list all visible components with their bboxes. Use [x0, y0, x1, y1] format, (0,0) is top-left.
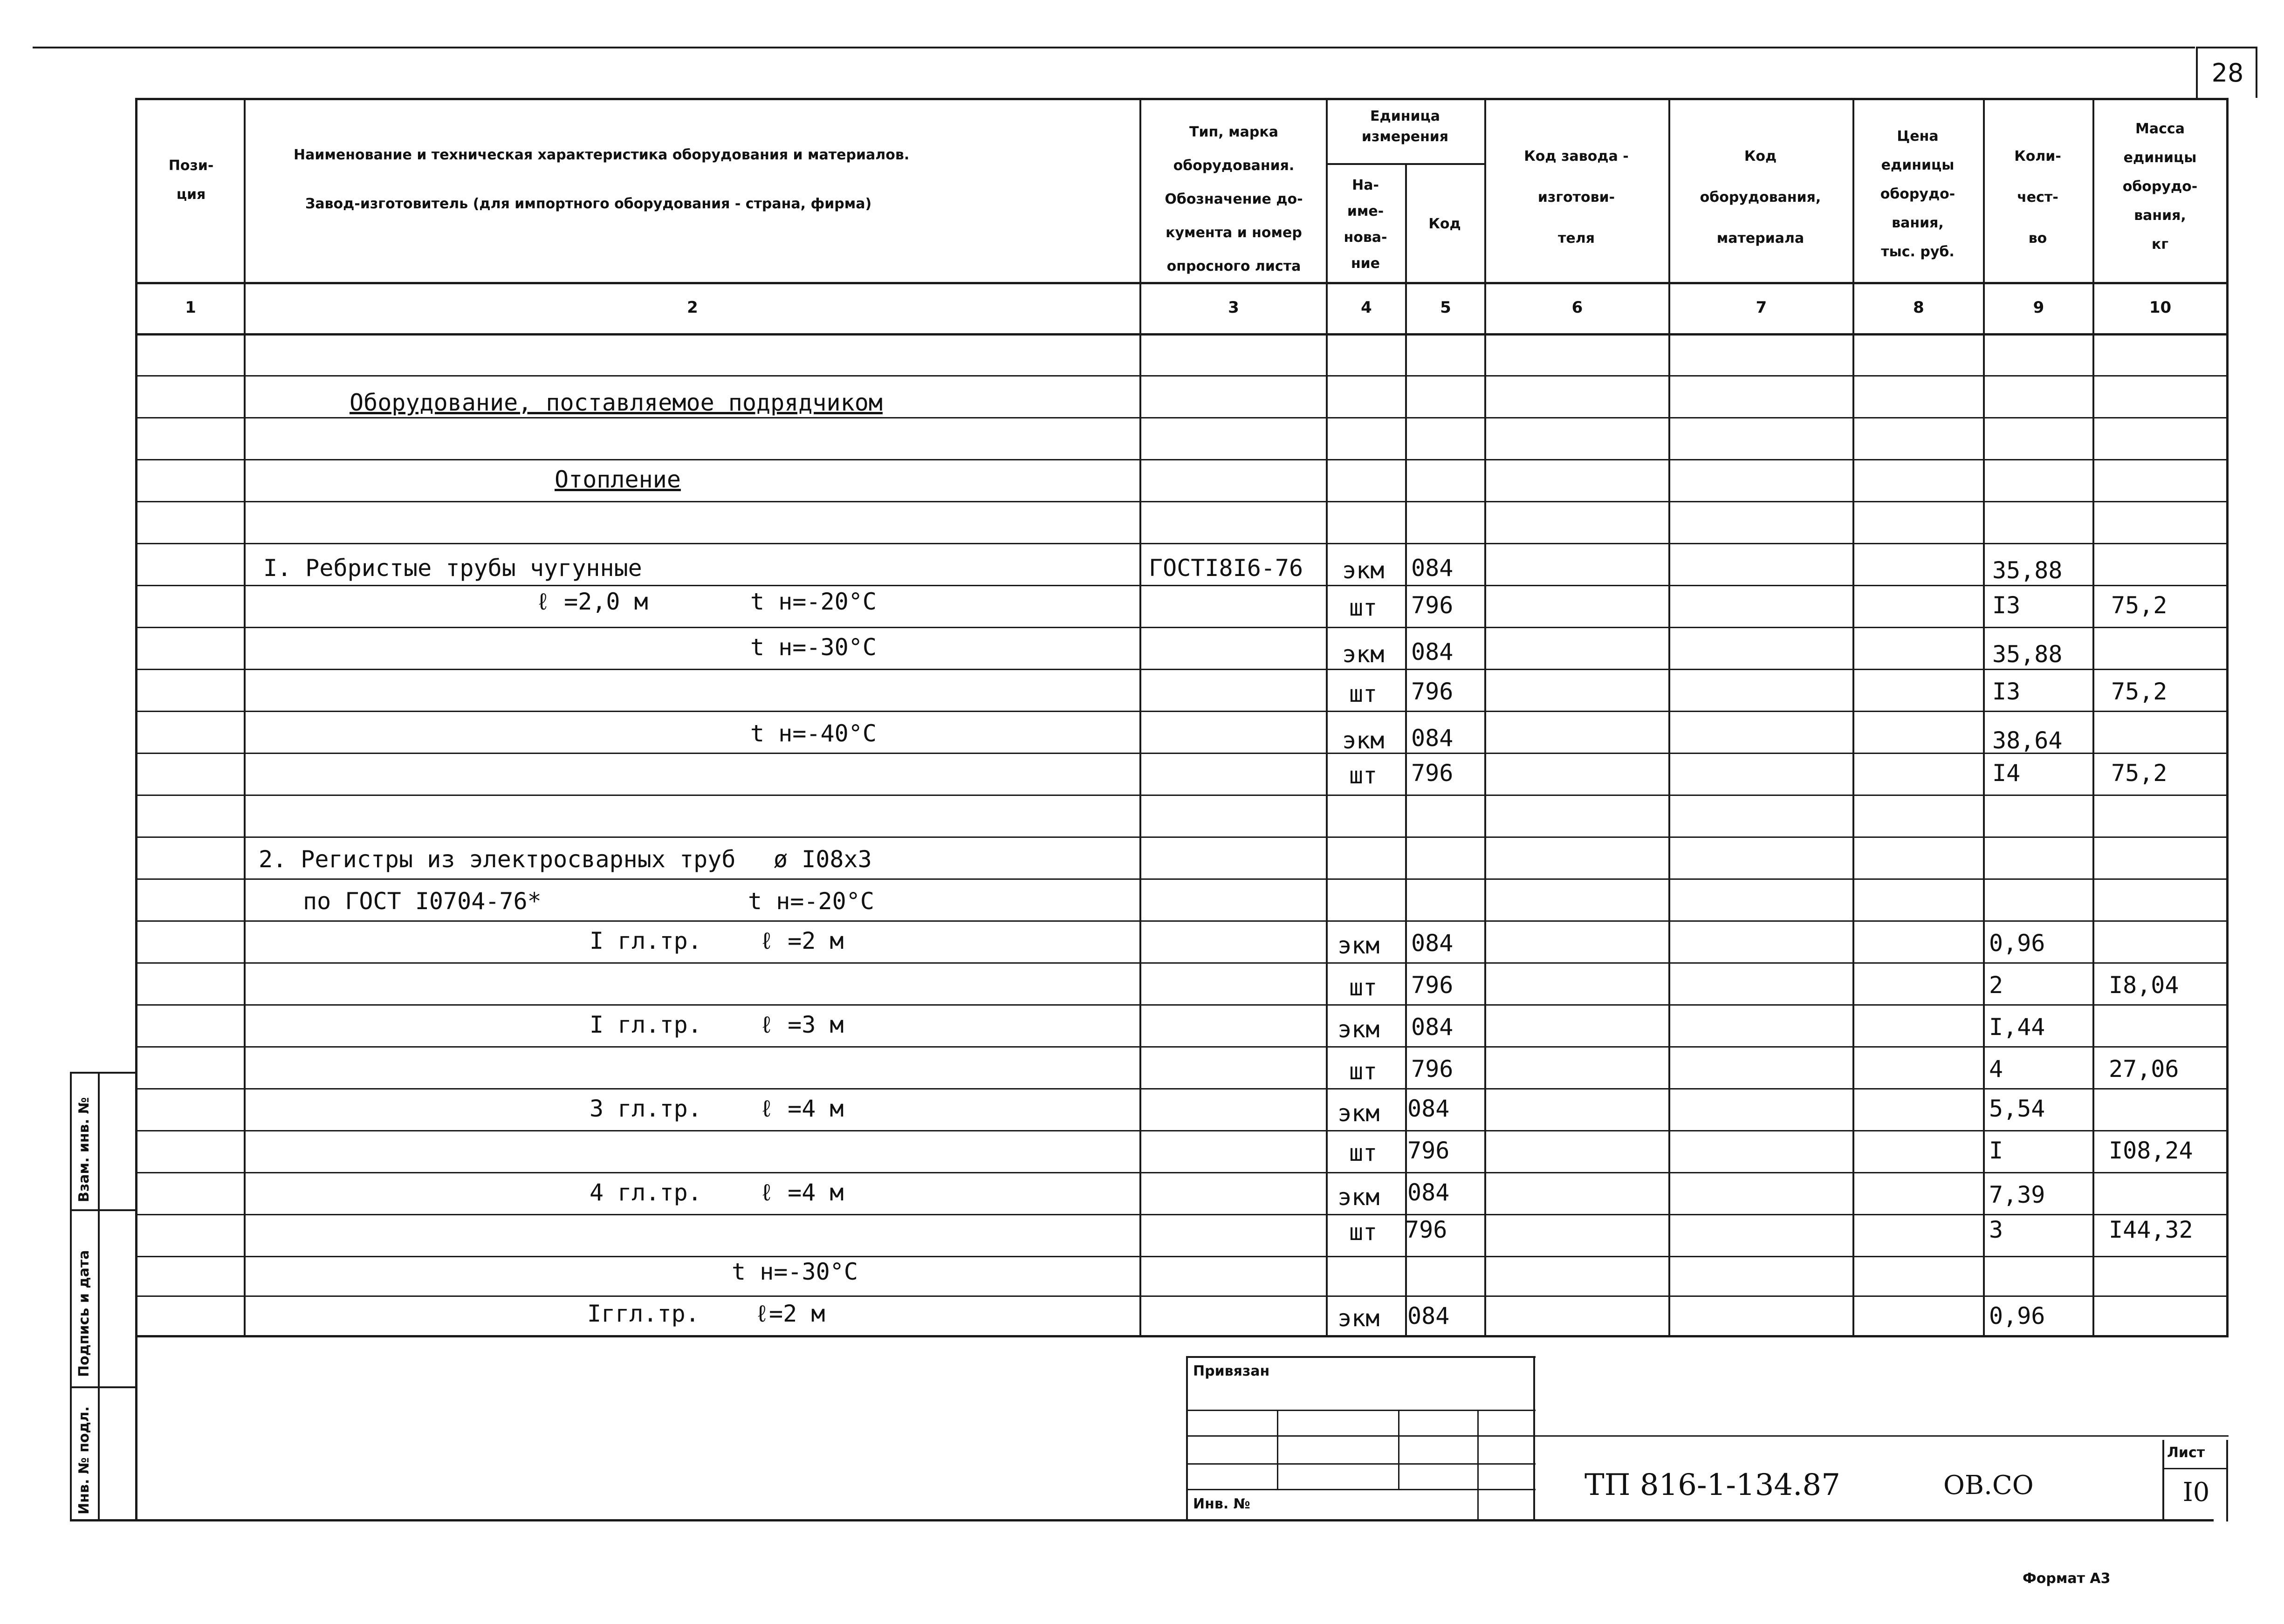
item-length: ℓ =2 м [760, 927, 844, 954]
header-unit-name: На- име- нова- ние [1344, 177, 1387, 272]
item-unit: шт [1349, 680, 1378, 707]
item-qty: I,44 [1989, 1014, 2045, 1041]
top-rule [33, 47, 2195, 48]
item-qty: I [1989, 1137, 2003, 1164]
item-code: 796 [1411, 678, 1454, 705]
item-name: 2. Регистры из электросварных труб [259, 846, 736, 873]
stamp-row [1186, 1463, 1536, 1465]
item-code: 084 [1407, 1302, 1450, 1329]
stamp-box-left [1186, 1356, 1188, 1521]
item-qty: I4 [1992, 760, 2021, 787]
doc-code: ТП 816-1-134.87 [1584, 1468, 1840, 1502]
section-heating: Отопление [555, 466, 681, 493]
item-mass: I44,32 [2109, 1216, 2193, 1243]
frame-bottom [70, 1519, 2214, 1521]
title-block-top [1536, 1435, 2229, 1437]
header-qty: Коли- чест- во [2014, 148, 2061, 247]
pagenum-box-top [2196, 47, 2257, 48]
item-qty: 3 [1989, 1216, 2003, 1243]
header-equip-code: Код оборудования, материала [1700, 148, 1821, 247]
sheet-box-mid [2162, 1468, 2228, 1469]
col-line-5 [1484, 98, 1486, 1337]
item-length: ℓ =3 м [760, 1011, 844, 1038]
row-line [135, 501, 2229, 502]
row-line [135, 627, 2229, 628]
row-line [135, 878, 2229, 880]
col-number: 2 [687, 298, 698, 317]
item-name: 4 гл.тр. [590, 1179, 702, 1206]
header-price: Цена единицы оборудо- вания, тыс. руб. [1880, 128, 1955, 260]
item-mass: I8,04 [2109, 972, 2179, 999]
item-mass: I08,24 [2109, 1137, 2193, 1164]
col-number: 4 [1361, 298, 1372, 317]
item-qty: 35,88 [1992, 557, 2063, 584]
side-stamp-top [70, 1072, 137, 1074]
item-qty: 5,54 [1989, 1095, 2045, 1122]
item-unit: шт [1349, 1058, 1378, 1085]
table-body-bottom [135, 1335, 2229, 1337]
item-unit: экм [1337, 932, 1380, 959]
item-unit: экм [1337, 1100, 1380, 1127]
header-factory-code: Код завода - изготови- теля [1524, 148, 1629, 247]
row-line [135, 711, 2229, 712]
col-number: 6 [1571, 298, 1583, 317]
col-number: 7 [1756, 298, 1767, 317]
item-name: Iггл.тр. [587, 1300, 700, 1327]
col-number: 9 [2033, 298, 2044, 317]
row-line [135, 417, 2229, 418]
stamp-row [1186, 1489, 1536, 1490]
side-stamp-left [70, 1072, 72, 1521]
row-line [135, 1130, 2229, 1131]
stamp-col [1398, 1410, 1399, 1489]
item-mass: 75,2 [2111, 592, 2167, 619]
item-mass: 75,2 [2111, 760, 2167, 787]
col-line-2 [1139, 98, 1141, 1337]
col-line-1 [244, 98, 246, 1337]
item-doc: ГОСТI8I6-76 [1149, 555, 1303, 582]
item-name: I гл.тр. [590, 927, 702, 954]
unit-group-divider [1326, 163, 1484, 165]
item-unit: шт [1349, 1139, 1378, 1166]
item-unit: экм [1337, 1016, 1380, 1043]
item-code: 084 [1411, 1014, 1454, 1041]
item-temp: t н=-20°C [750, 588, 877, 615]
row-line [135, 375, 2229, 377]
item-name: I. Ребристые трубы чугунные [263, 555, 642, 582]
item-temp: t н=-40°C [750, 720, 877, 747]
item-code: 084 [1411, 555, 1454, 582]
item-code: 796 [1411, 592, 1454, 619]
item-code: 796 [1407, 1137, 1450, 1164]
col-line-3 [1326, 98, 1328, 1337]
col-number: 3 [1228, 298, 1239, 317]
side-label-inventory: Инв. № подл. [76, 1406, 92, 1514]
item-unit: экм [1342, 557, 1385, 584]
col-line-8 [1983, 98, 1985, 1337]
item-unit: шт [1349, 762, 1378, 789]
stamp-box-right [1533, 1356, 1535, 1521]
item-qty: I3 [1992, 592, 2021, 619]
header-unit-group: Единица измерения [1361, 108, 1449, 145]
page-number: 28 [2211, 58, 2244, 88]
item-unit: экм [1337, 1184, 1380, 1211]
row-line [135, 1295, 2229, 1297]
col-number: 8 [1913, 298, 1924, 317]
row-line [135, 1172, 2229, 1173]
item-length: ℓ=2 м [755, 1300, 825, 1327]
row-line [135, 1004, 2229, 1006]
col-number: 1 [185, 298, 196, 317]
item-qty: 0,96 [1989, 1302, 2045, 1329]
stamp-box-top [1186, 1356, 1536, 1358]
item-diameter: ø I08x3 [774, 846, 872, 873]
item-temp: t н=-30°C [750, 634, 877, 661]
item-length: ℓ =4 м [760, 1179, 844, 1206]
stamp-inv-label: Инв. № [1193, 1496, 1250, 1512]
header-mass: Масса единицы оборудо- вания, кг [2122, 121, 2198, 253]
item-name: I гл.тр. [590, 1011, 702, 1038]
sheet-box-left [2162, 1440, 2164, 1521]
side-stamp-line [70, 1386, 137, 1388]
col-number: 5 [1440, 298, 1451, 317]
header-type: Тип, марка оборудования. Обозначение до- кумента и номер опросного листа [1165, 124, 1303, 274]
row-line [135, 753, 2229, 754]
item-unit: шт [1349, 1219, 1378, 1246]
item-qty: 4 [1989, 1055, 2003, 1083]
item-name: 3 гл.тр. [590, 1095, 702, 1122]
stamp-row [1186, 1435, 1536, 1437]
item-code: 084 [1407, 1095, 1450, 1122]
sheet-number: I0 [2182, 1477, 2210, 1508]
pagenum-box-left [2196, 47, 2198, 98]
row-line [135, 1046, 2229, 1048]
item-qty: 35,88 [1992, 641, 2063, 668]
item-unit: шт [1349, 974, 1378, 1001]
col-line-4 [1405, 163, 1407, 1337]
doc-section: ОВ.СО [1943, 1470, 2034, 1501]
row-line [135, 543, 2229, 544]
side-stamp-line [70, 1209, 137, 1211]
stamp-col [1277, 1410, 1278, 1489]
row-line [135, 795, 2229, 796]
item-mass: 75,2 [2111, 678, 2167, 705]
header-unit-code: Код [1428, 216, 1461, 232]
item-length: ℓ =4 м [760, 1095, 844, 1122]
side-label-sign: Подпись и дата [76, 1250, 92, 1377]
item-code: 084 [1411, 930, 1454, 957]
item-unit: экм [1342, 727, 1385, 754]
row-line [135, 669, 2229, 670]
format-label: Формат А3 [2023, 1570, 2111, 1587]
stamp-col [1477, 1410, 1479, 1521]
stamp-bound-label: Привязан [1193, 1363, 1270, 1379]
pagenum-box-right [2256, 47, 2257, 98]
row-line [135, 585, 2229, 586]
col-line-6 [1668, 98, 1670, 1337]
section-contractor: Оборудование, поставляемое подрядчиком [350, 389, 883, 416]
item-unit: экм [1337, 1305, 1380, 1332]
header-position: Пози- ция [168, 158, 214, 203]
side-label-replace: Взам. инв. № [76, 1097, 92, 1202]
item-mass: 27,06 [2109, 1055, 2179, 1083]
row-line [135, 836, 2229, 838]
item-standard: по ГОСТ I0704-76* [303, 888, 542, 915]
item-length: ℓ =2,0 м [536, 588, 648, 615]
item-qty: 2 [1989, 972, 2003, 999]
item-unit: экм [1342, 641, 1385, 668]
row-line [135, 1088, 2229, 1090]
item-code: 796 [1411, 760, 1454, 787]
row-line [135, 962, 2229, 964]
colnum-bottom [135, 333, 2229, 336]
header-name-line1: Наименование и техническая характеристика оборудования и материалов. [294, 147, 910, 163]
table-top [135, 98, 2229, 100]
row-line [135, 1256, 2229, 1257]
row-line [135, 920, 2229, 922]
item-code: 084 [1407, 1179, 1450, 1206]
col-line-9 [2092, 98, 2094, 1337]
row-line [135, 459, 2229, 460]
side-stamp-divider [98, 1072, 100, 1521]
stamp-row [1186, 1410, 1536, 1411]
item-code: 796 [1411, 972, 1454, 999]
item-code: 084 [1411, 725, 1454, 752]
item-qty: 0,96 [1989, 930, 2045, 957]
item-code: 796 [1411, 1055, 1454, 1083]
item-temp: t н=-30°C [732, 1258, 858, 1285]
header-name-line2: Завод-изготовитель (для импортного оборудования - страна, фирма) [305, 196, 872, 212]
item-unit: шт [1349, 594, 1378, 621]
row-line [135, 1214, 2229, 1215]
item-qty: 38,64 [1992, 727, 2063, 754]
item-code: 084 [1411, 638, 1454, 665]
item-qty: 7,39 [1989, 1181, 2045, 1208]
item-code: 796 [1405, 1216, 1447, 1243]
col-line-7 [1852, 98, 1854, 1337]
item-temp: t н=-20°C [748, 888, 874, 915]
sheet-label: Лист [2167, 1445, 2205, 1461]
item-qty: I3 [1992, 678, 2021, 705]
col-number: 10 [2149, 298, 2172, 317]
